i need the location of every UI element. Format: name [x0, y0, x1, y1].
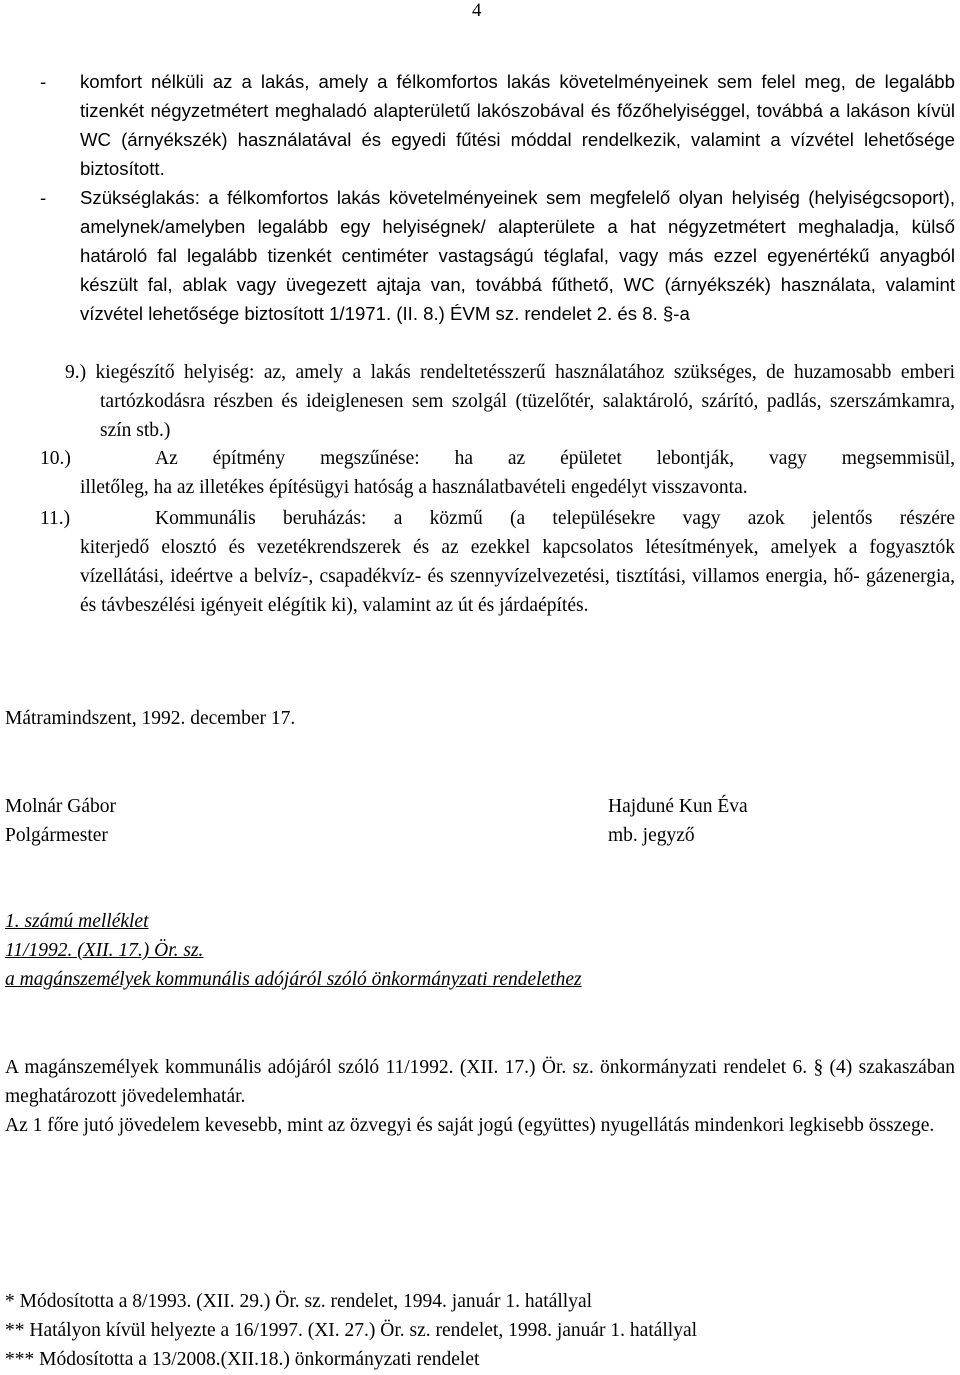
definition-text-first: Kommunális beruházás: a közmű (a településekre vagy azok jelentős részére: [155, 508, 955, 529]
signatory-notary: [608, 792, 748, 850]
footnote: *** Módosította a 13/2008.(XII.18.) önkormányzati rendelet: [5, 1349, 480, 1370]
footnotes: [5, 1287, 955, 1374]
definition-text-first: Az építmény megszűnése: ha az épületet lebontják, vagy megsemmisül,: [155, 448, 955, 469]
annex-paragraph: Az 1 főre jutó jövedelem kevesebb, mint az özvegyi és saját jogú (együttes) nyugellátás mindenkori legkisebb összege.: [5, 1115, 935, 1136]
list-dash: -: [40, 71, 47, 92]
signatory-name: Hajduné Kun Éva: [608, 796, 748, 817]
page-number: 4: [472, 0, 482, 21]
date-place: Mátramindszent, 1992. december 17.: [5, 708, 296, 729]
annex-header: [5, 907, 582, 994]
definition-number: 9.): [65, 362, 87, 383]
list-item-text: komfort nélküli az a lakás, amely a félkomfortos lakás követelményeinek sem felel meg, de legalább tizenkét négyzetmétert meghaladó alapterületű lakószobával és főzőhelyiséggel, továbbá a lakáson kívül WC (árnyékszék) használatával és egyedi fűtési móddal rendelkezik, valamint a vízvétel lehetősége biztosított.: [80, 71, 955, 179]
definition-number: 11.): [40, 508, 71, 529]
signatory-title: Polgármester: [5, 825, 108, 846]
annex-ref: 11/1992. (XII. 17.) Ör. sz.: [5, 940, 204, 961]
list-item-text: Szükséglakás: a félkomfortos lakás követelményeinek sem megfelelő olyan helyiség (helyiségcsoport), amelynek/amelyben legalább egy helyiségnek/ alapterülete a hat négyzetmétert meghaladja, külső határoló fal legalább tizenkét centiméter vastagságú téglafal, vagy más ezzel egyenértékű anyagból készült fal, ablak vagy üvegezett ajtaja van, továbbá fűthető, WC (árnyékszék) használata, valamint vízvétel lehetősége biztosított 1/1971. (II. 8.) ÉVM sz. rendelet 2. és 8. §-a: [80, 187, 955, 324]
definition-text-rest: kiterjedő elosztó és vezetékrendszerek és az ezekkel kapcsolatos létesítmények, amelyek a fogyasztók vízellátási, ideértve a belvíz-, csapadékvíz- és szennyvízelvezetési, tisztítási, villamos energia, hő- gázenergia, és távbeszélési igényeit elégítik ki), valamint az út és járdaépítés.: [80, 537, 955, 616]
definition-9: [65, 358, 955, 445]
definition-number: 10.): [40, 448, 71, 469]
list-item-comfortless: [40, 67, 955, 183]
annex-subtitle: a magánszemélyek kommunális adójáról szóló önkormányzati rendelethez: [5, 969, 582, 990]
definition-11: [40, 504, 955, 620]
definition-text-rest: illetőleg, ha az illetékes építésügyi hatóság a használatbavételi engedélyt visszavonta.: [80, 477, 748, 498]
footnote: ** Hatályon kívül helyezte a 16/1997. (XI. 27.) Ör. sz. rendelet, 1998. január 1. hatállyal: [5, 1320, 698, 1341]
annex-body: [5, 1053, 955, 1140]
definition-10: [40, 444, 955, 502]
signatory-name: Molnár Gábor: [5, 796, 117, 817]
annex-title: 1. számú melléklet: [5, 911, 149, 932]
signatory-title: mb. jegyző: [608, 825, 695, 846]
definition-text: kiegészítő helyiség: az, amely a lakás rendeltetésszerű használatához szükséges, de huzamosabb emberi tartózkodásra részben és ideiglenesen sem szolgál (tüzelőtér, salaktároló, szárító, padlás, szerszámkamra, szín stb.): [95, 362, 955, 441]
annex-paragraph: A magánszemélyek kommunális adójáról szóló 11/1992. (XII. 17.) Ör. sz. önkormányzati rendelet 6. § (4) szakaszában meghatározott jövedelemhatár.: [5, 1057, 955, 1107]
footnote: * Módosította a 8/1993. (XII. 29.) Ör. sz. rendelet, 1994. január 1. hatállyal: [5, 1291, 593, 1312]
list-dash: -: [40, 187, 47, 208]
list-item-emergency-dwelling: [40, 183, 955, 328]
signatory-mayor: [5, 792, 116, 850]
